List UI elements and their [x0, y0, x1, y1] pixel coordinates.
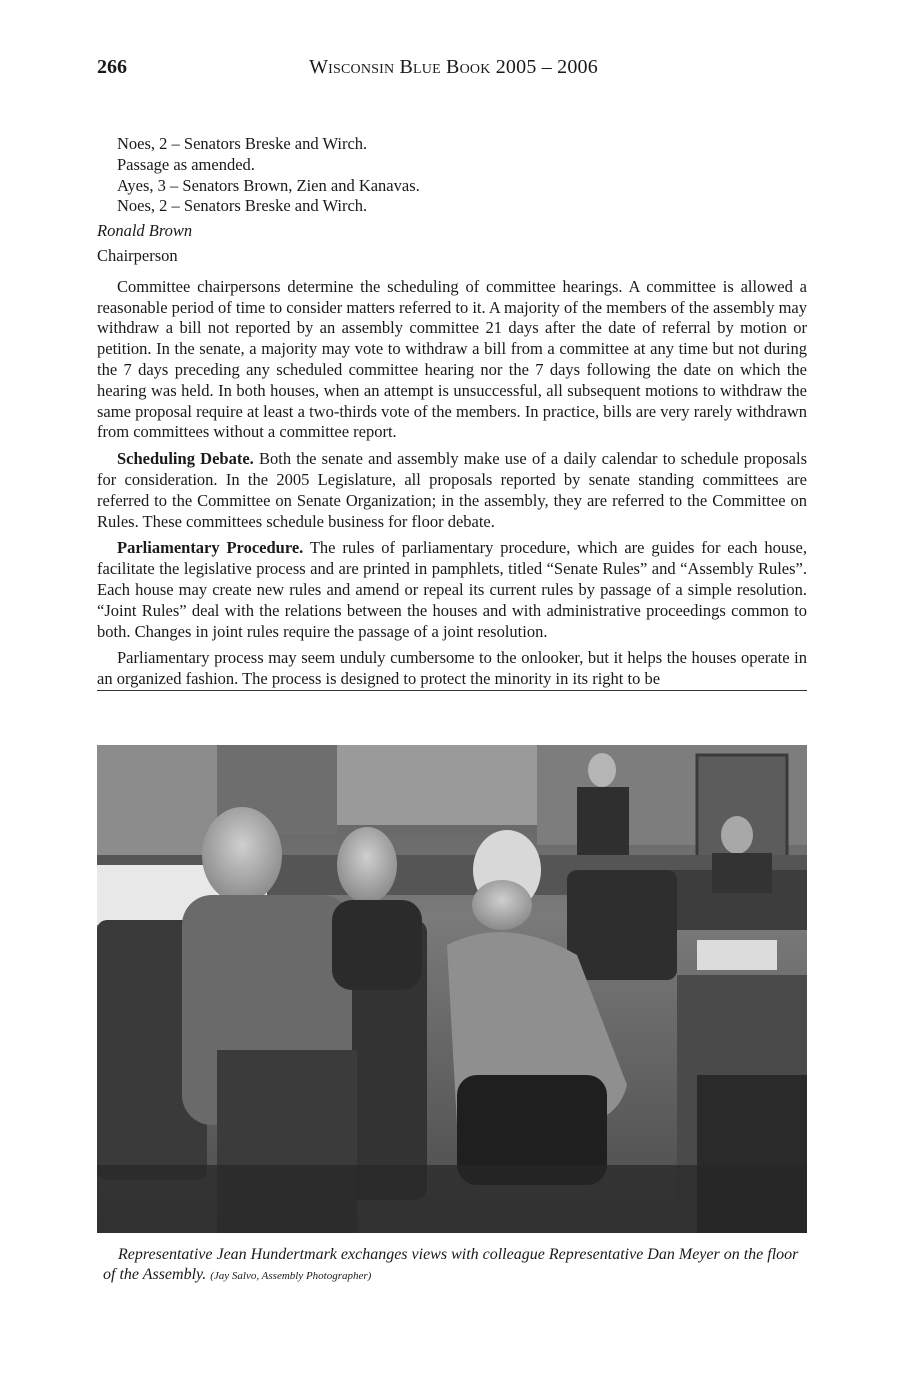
photo-caption — [103, 1245, 803, 1286]
page-number: 266 — [97, 56, 127, 78]
vote-line: Noes, 2 – Senators Breske and Wirch. — [117, 134, 368, 153]
paragraph-parliamentary-procedure — [97, 538, 807, 642]
paragraph-committee-scheduling: Committee chairpersons determine the scheduling of committee hearings. A committee is allowed a reasonable period of time to consider matters referred to it. A majority of the members of the assembly may withdraw a bill not reported by an assembly committee 21 days after the date of referral by motion or petition. In the senate, a majority may vote to withdraw a bill from a committee at any time but not during the 7 days preceding any scheduled committee hearing nor the 7 days following the date on which the hearing was held. In both houses, when an attempt is unsuccessful, all subsequent motions to withdraw the same proposal require at least a two-thirds vote of the members. In practice, bills are very rarely withdrawn from committees without a committee report. — [97, 276, 807, 442]
run-in-heading: Parliamentary Procedure. — [117, 538, 304, 558]
vote-line: Noes, 2 – Senators Breske and Wirch. — [117, 196, 368, 216]
photo-illustration — [97, 745, 807, 1233]
photo-credit: (Jay Salvo, Assembly Photographer) — [210, 1270, 372, 1282]
paragraph-parliamentary-process: Parliamentary process may seem unduly cumbersome to the onlooker, but it helps the houses operate in an organized fashion. The process is designed to protect the minority in its right to be — [97, 648, 807, 691]
caption-text: Representative Jean Hundertmark exchanges views with colleague Representative Dan Meyer on the floor of the Assembly. — [103, 1246, 799, 1283]
running-title: Wisconsin Blue Book 2005 – 2006 — [309, 56, 598, 78]
vote-line: Passage as amended. — [117, 154, 255, 174]
run-in-heading: Scheduling Debate. — [117, 449, 254, 469]
assembly-floor-photo — [97, 745, 807, 1233]
paragraph-text: Both the senate and assembly make use of a daily calendar to schedule proposals for consideration. In the 2005 Legislature, all proposals reported by senate standing committees are referred to the Committee on Senate Organization; in the assembly, they are referred to the Committee on Rules. These committees schedule business for floor debate. — [97, 449, 807, 531]
signature-name: Ronald Brown — [97, 221, 193, 241]
body-text — [97, 134, 807, 697]
signature-title: Chairperson — [97, 245, 178, 265]
vote-line: Ayes, 3 – Senators Brown, Zien and Kanavas. — [117, 175, 420, 195]
paragraph-text: The rules of parliamentary procedure, which are guides for each house, facilitate the legislative process and are printed in pamphlets, titled “Senate Rules” and “Assembly Rules”. Each house may create new rules and amend or repeal its current rules by passage of a simple resolution. “Joint Rules” deal with the relations between the houses and with administrative proceedings common to both. Changes in joint rules require the passage of a joint resolution. — [97, 538, 807, 641]
page-header — [0, 56, 907, 80]
paragraph-scheduling-debate — [97, 449, 807, 532]
